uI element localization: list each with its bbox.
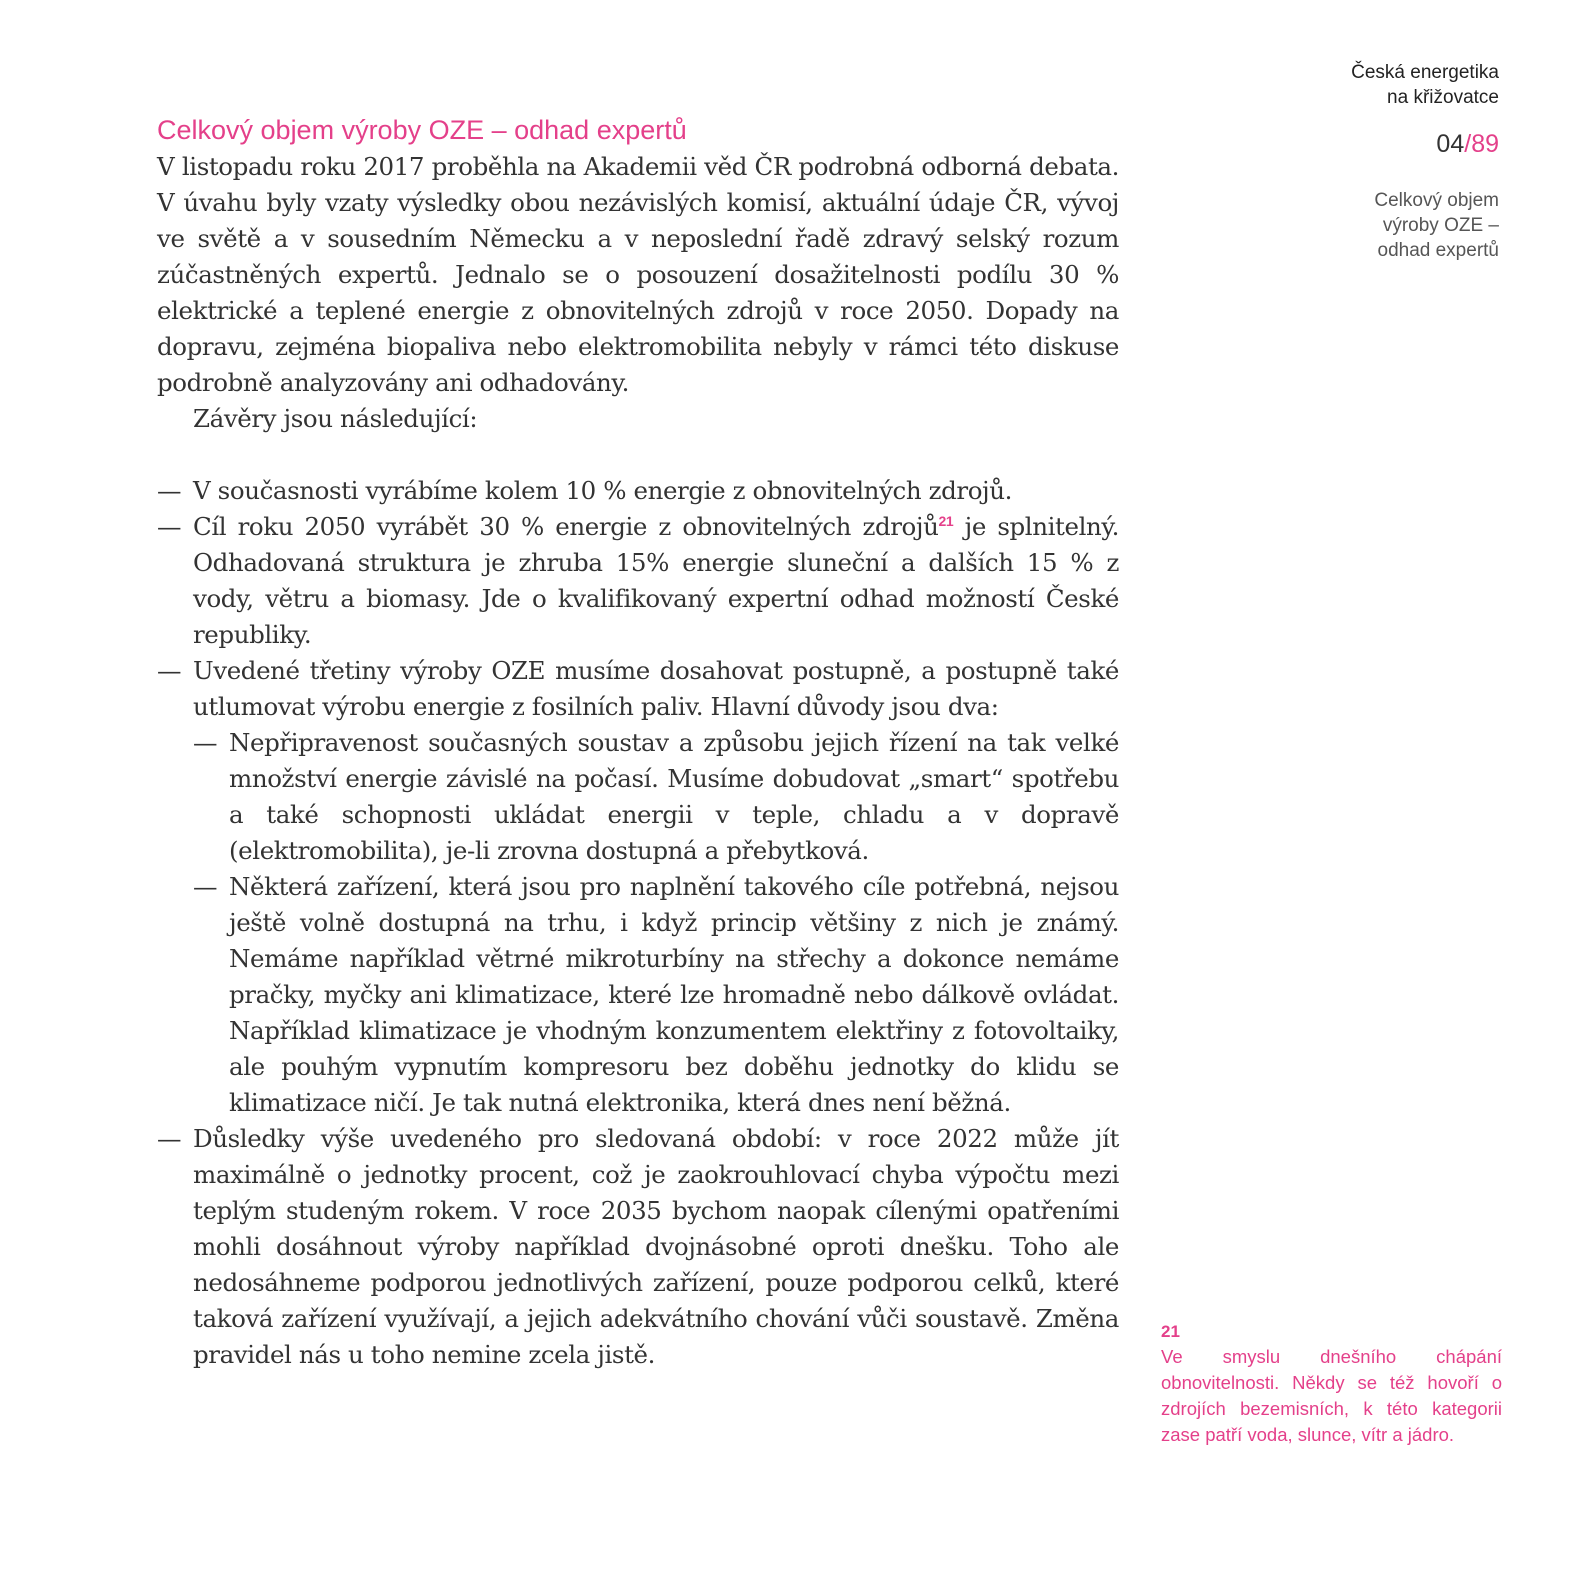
conclusions-list [157,473,1119,1373]
dash-bullet: — [157,656,182,685]
section-heading: Celkový objem výroby OZE – odhad expertů [157,115,687,145]
list-item-text: V současnosti vyrábíme kolem 10 % energie z obnovitelných zdrojů. [193,476,1013,505]
dash-bullet: — [193,872,218,901]
page-number [1436,130,1499,159]
list-item-text: je splnitelný. Odhadovaná struktura je zhruba 15% energie sluneční a dalších 15 % z vody, větru a biomasy. Jde o kvalifikovaný expertní odhad možností České republiky. [193,512,1119,649]
section-label-line3: odhad expertů [1377,240,1499,261]
conclusion-intro: Závěry jsou následující: [193,404,478,433]
page-current: 04 [1436,130,1465,158]
list-item [157,653,1119,1121]
dash-bullet: — [157,512,182,541]
list-item [157,509,1119,653]
section-label-line1: Celkový objem [1374,190,1499,211]
sub-list-item-text: Některá zařízení, která jsou pro naplnění takového cíle potřebná, nejsou ještě volně dostupná na trhu, i když princip většiny z nich je známý. Nemáme například větrné mikroturbíny na střechy a dokonce nemáme pračky, myčky ani klimatizace, které lze hromadně nebo dálkově ovládat. Například klimatizace je vhodným konzumentem elektřiny z fotovoltaiky, ale pouhým vypnutím kompresoru bez doběhu jednotky do klidu se klimatizace ničí. Je tak nutná elektronika, která dnes není běžná. [229,872,1119,1117]
dash-bullet: — [193,728,218,757]
list-item-text: Cíl roku 2050 vyrábět 30 % energie z obnovitelných zdrojů [193,512,939,541]
footnote [1161,1320,1502,1448]
footnote-text: Ve smyslu dnešního chápání obnovitelnosti. Někdy se též hovoří o zdrojích bezemisních, k této kategorii zase patří voda, slunce, vítr a jádro. [1161,1346,1502,1445]
footnote-number: 21 [1161,1322,1180,1341]
list-item-text: Důsledky výše uvedeného pro sledovaná období: v roce 2022 může jít maximálně o jednotky procent, což je zaokrouhlovací chyba výpočtu mezi teplým studeným rokem. V roce 2035 bychom naopak cílenými opatřeními mohli dosáhnout výroby například dvojnásobné oproti dnešku. Toho ale nedosáhneme podporou jednotlivých zařízení, pouze podporou celků, které taková zařízení využívají, a jejich adekvátního chování vůči soustavě. Změna pravidel nás u toho nemine zcela jistě. [193,1124,1119,1369]
sub-list [193,725,1119,1121]
book-title [1351,60,1499,110]
sub-list-item [193,725,1119,869]
footnote-reference[interactable]: 21 [938,512,954,529]
section-label-line2: výroby OZE – [1382,215,1499,236]
dash-bullet: — [157,1124,182,1153]
list-item [157,473,1119,509]
list-item-text: Uvedené třetiny výroby OZE musíme dosahovat postupně, a postupně také utlumovat výrobu energie z fosilních paliv. Hlavní důvody jsou dva: [193,656,1119,721]
intro-paragraph: V listopadu roku 2017 proběhla na Akademii věd ČR podrobná odborná debata. V úvahu byly vzaty výsledky obou nezávislých komisí, aktuální údaje ČR, vývoj ve světě a v sousedním Německu a v neposlední řadě zdravý selský rozum zúčastněných expertů. Jednalo se o posouzení dosažitelnosti podílu 30 % elektrické a teplené energie z obnovitelných zdrojů v roce 2050. Dopady na dopravu, zejména biopaliva nebo elektromobilita nebyly v rámci této diskuse podrobně analyzovány ani odhadovány. [157,152,1119,397]
list-item [157,1121,1119,1373]
page-total: 89 [1471,130,1499,158]
sub-list-item-text: Nepřipravenost současných soustav a způsobu jejich řízení na tak velké množství energie závislé na počasí. Musíme dobudovat „smart“ spotřebu a také schopnosti ukládat energii v teple, chladu a v dopravě (elektromobilita), je-li zrovna dostupná a přebytková. [229,728,1119,865]
section-label [1374,188,1499,263]
page-separator: / [1464,130,1472,158]
main-content [157,113,1119,1373]
book-title-line2: na křižovatce [1387,87,1499,108]
sub-list-item [193,869,1119,1121]
dash-bullet: — [157,476,182,505]
book-title-line1: Česká energetika [1351,62,1499,83]
